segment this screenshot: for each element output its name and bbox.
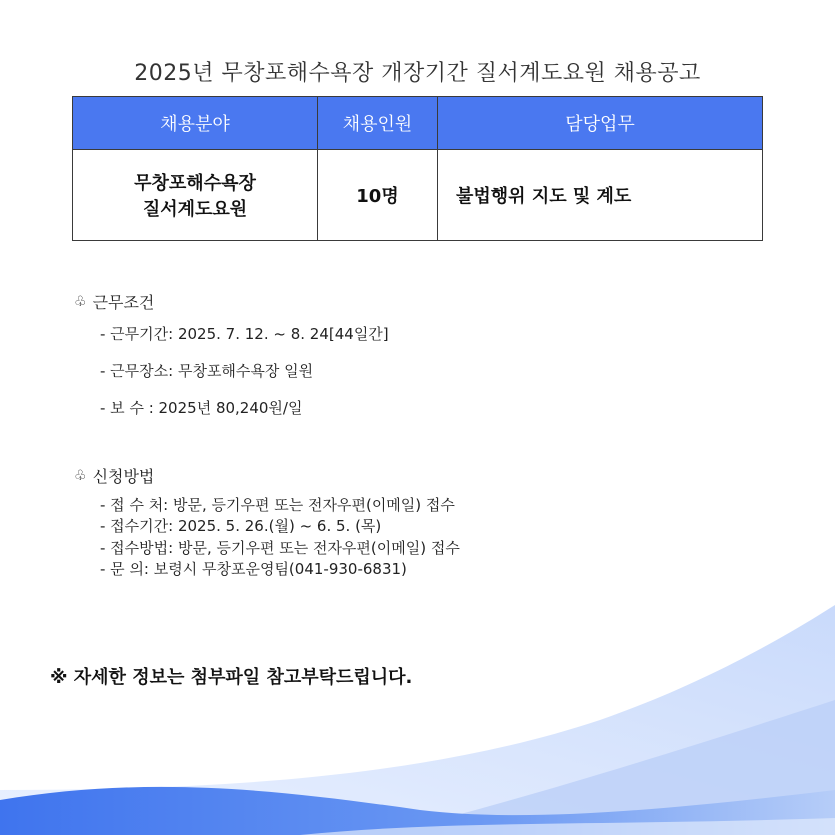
field-line-1: 무창포해수욕장 (134, 173, 256, 194)
table-header-row (73, 97, 763, 150)
work-pay: - 보 수 : 2025년 80,240원/일 (100, 399, 303, 417)
table-row (73, 150, 763, 241)
work-location: - 근무장소: 무창포해수욕장 일원 (100, 362, 314, 380)
page-title: 2025년 무창포해수욕장 개장기간 질서계도요원 채용공고 (134, 61, 701, 86)
header-count: 채용인원 (318, 97, 438, 150)
application-section (74, 464, 154, 487)
application-contact: - 문 의: 보령시 무창포운영팀(041-930-6831) (100, 560, 407, 578)
work-period: - 근무기간: 2025. 7. 12. ~ 8. 24[44일간] (100, 325, 389, 343)
application-heading: 신청방법 (92, 467, 155, 486)
club-icon: ♧ (74, 293, 87, 310)
header-field: 채용분야 (73, 97, 318, 150)
count-cell: 10명 (318, 150, 438, 241)
application-period: - 접수기간: 2025. 5. 26.(월) ~ 6. 5. (목) (100, 517, 382, 535)
application-place: - 접 수 처: 방문, 등기우편 또는 전자우편(이메일) 접수 (100, 496, 455, 514)
club-icon: ♧ (74, 467, 87, 484)
recruitment-table (72, 96, 763, 241)
duty-cell: 불법행위 지도 및 계도 (438, 150, 763, 241)
attachment-note: ※ 자세한 정보는 첨부파일 참고부탁드립니다. (50, 667, 413, 688)
work-conditions-section (74, 290, 154, 313)
work-conditions-heading: 근무조건 (92, 293, 155, 312)
field-line-2: 질서계도요원 (142, 199, 248, 220)
field-cell (73, 150, 318, 241)
header-duty: 담당업무 (438, 97, 763, 150)
application-method: - 접수방법: 방문, 등기우편 또는 전자우편(이메일) 접수 (100, 539, 460, 557)
